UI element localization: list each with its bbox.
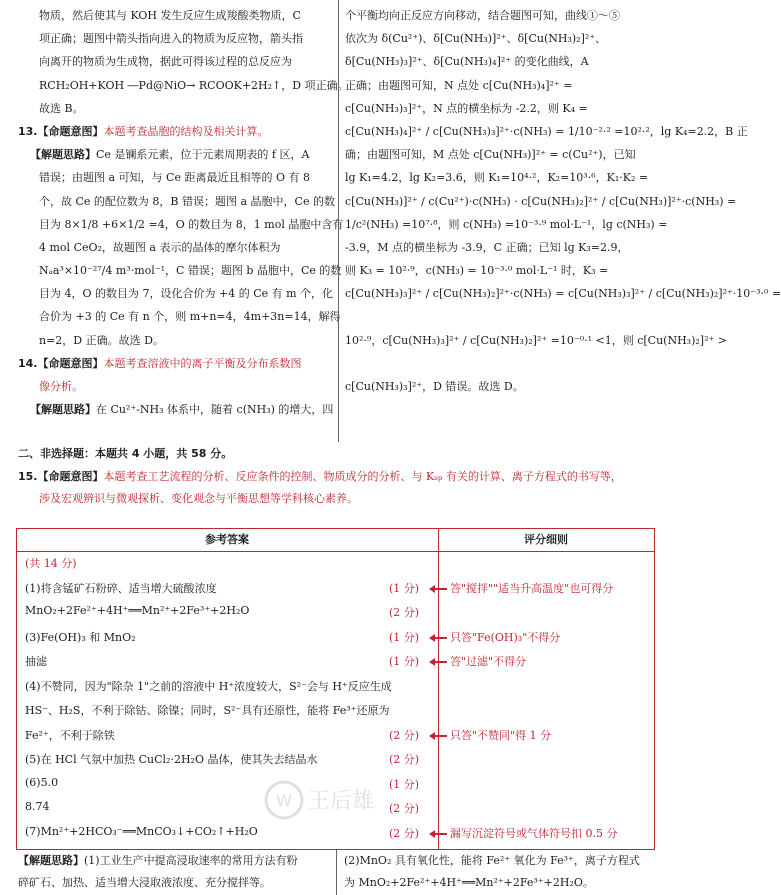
left-line: 合价为 +3 的 Ce 有 n 个，则 m+n=4，4m+3n=14，解得 — [39, 310, 341, 324]
footer-divider — [336, 850, 337, 895]
points-cell: (1 分) — [389, 655, 420, 668]
arrow-left-icon — [429, 830, 447, 838]
left-line: Nₐa³×10⁻²⁷/4 m³·mol⁻¹，C 错误；题图 b 晶胞中，Ce 的数 — [39, 264, 342, 278]
question-label: 14.【命题意图】 — [18, 356, 104, 370]
score-note: 漏写沉淀符号或气体符号扣 0.5 分 — [450, 826, 618, 840]
left-line: 故选 B。 — [39, 101, 84, 115]
question-15-intent — [18, 466, 668, 510]
left-line: 目为 8×1/8 +6×1/2 =4，O 的数目为 8，1 mol 晶胞中含有 — [39, 217, 344, 231]
question-15-label: 15.【命题意图】 — [18, 470, 104, 483]
solution-label: 【解题思路】 — [30, 403, 96, 417]
table-row: MnO₂+2Fe²⁺+4H⁺══Mn²⁺+2Fe³⁺+2H₂O — [25, 604, 250, 617]
score-rule — [429, 653, 526, 669]
score-note: 只答"Fe(OH)₃"不得分 — [450, 630, 561, 644]
score-column-header: 评分细则 — [524, 533, 568, 546]
left-line: 4 mol CeO₂，故题图 a 表示的晶体的摩尔体积为 — [39, 240, 281, 254]
right-line: 10²·⁹，c[Cu(NH₃)₃]²⁺ / c[Cu(NH₃)₂]²⁺ =10⁻⁰·¹ <1，则 c[Cu(NH₃)₂]²⁺ > — [345, 333, 728, 347]
score-note: 答"搅拌""适当升高温度"也可得分 — [450, 581, 614, 595]
points-cell: (1 分) — [389, 581, 420, 595]
table-row: (1)将含锰矿石粉碎、适当增大硫酸浓度 — [25, 581, 217, 595]
score-note: 答"过滤"不得分 — [450, 655, 527, 668]
right-line: 确；由题图可知，M 点处 c[Cu(NH₃)]²⁺ = c(Cu²⁺)，已知 — [345, 148, 636, 162]
right-line: 个平衡均向正反应方向移动，结合题图可知，曲线①～⑤ — [345, 9, 620, 22]
left-line: RCH₂OH+KOH ―Pd@NiO→ RCOOK+2H₂↑，D 项正确。 — [39, 78, 349, 92]
points-cell: (2 分) — [389, 753, 420, 766]
left-line — [18, 352, 332, 375]
right-line: -3.9，M 点的横坐标为 -3.9，C 正确；已知 lg K₃=2.9， — [345, 240, 629, 254]
column-rule — [438, 529, 439, 849]
table-row: (6)5.0 — [25, 775, 59, 789]
score-rule — [429, 727, 551, 743]
right-line: c[Cu(NH₃)₃]²⁺，D 错误。故选 D。 — [345, 380, 524, 393]
right-line: c[Cu(NH₃)₃]²⁺，N 点的横坐标为 -2.2，则 K₄ = — [345, 101, 588, 115]
intent-line-1: 本题考查工艺流程的分析、反应条件的控制、物质成分的分析、与 Kₛₚ 有关的计算、离子方程式的书写等， — [103, 470, 622, 483]
table-row: (5)在 HCl 气氛中加热 CuCl₂·2H₂O 晶体，使其失去结晶水 — [25, 753, 318, 766]
question-label: 13.【命题意图】 — [18, 124, 104, 138]
left-line: 像分析。 — [39, 380, 83, 393]
right-line — [345, 305, 665, 328]
points-cell: (1 分) — [389, 630, 420, 644]
right-line: 正确；由题图可知，N 点处 c[Cu(NH₃)₄]²⁺ = — [345, 78, 573, 92]
solution-label: 【解题思路】 — [30, 148, 96, 162]
left-line: 目为 4，O 的数目为 7，设化合价为 +4 的 Ce 有 m 个，化 — [39, 287, 334, 301]
score-rule — [429, 580, 613, 596]
left-column — [18, 4, 349, 421]
arrow-left-icon — [429, 634, 447, 642]
left-line: 个，故 Ce 的配位数为 8，B 错误；题图 a 晶胞中，Ce 的数 — [39, 194, 335, 208]
arrow-left-icon — [429, 732, 447, 740]
question-intent: 本题考查溶液中的离子平衡及分布系数图 — [103, 356, 302, 370]
right-line: c[Cu(NH₃)]²⁺ / c(Cu²⁺)·c(NH₃) · c[Cu(NH₃)₂]²⁺ / c[Cu(NH₃)]²⁺·c(NH₃) = — [345, 194, 737, 208]
watermark-logo — [262, 776, 412, 824]
points-cell: (2 分) — [389, 728, 420, 742]
left-line: 项正确；题图中箭头指向进入的物质为反应物，箭头指 — [39, 32, 303, 46]
solution-l2: 碎矿石、加热、适当增大浸取液浓度、充分搅拌等。 — [18, 876, 271, 889]
watermark-text: 王后雄 — [308, 789, 375, 814]
right-line: δ[Cu(NH₃)₃]²⁺、δ[Cu(NH₃)₄]²⁺ 的变化曲线，A — [345, 55, 589, 69]
right-line: lg K₁=4.2，lg K₂=3.6，则 K₁=10⁴·²，K₂=10³·⁶，K₁·K₂ = — [345, 171, 649, 185]
solution-r1: (2)MnO₂ 具有氧化性，能将 Fe²⁺ 氧化为 Fe³⁺，离子方程式 — [344, 854, 640, 867]
table-row: HS⁻、H₂S，不利于除钴、除镍；同时，S²⁻具有还原性，能将 Fe³⁺还原为 — [25, 704, 390, 717]
table-row: (4)不赞同，因为"除杂 1"之前的溶液中 H⁺浓度较大，S²⁻会与 H⁺反应生成 — [25, 679, 392, 693]
question-intent: 本题考查晶胞的结构及相关计算。 — [103, 124, 269, 138]
score-rule — [429, 825, 618, 841]
points-cell: (2 分) — [389, 606, 420, 619]
points-cell: (2 分) — [389, 802, 420, 815]
solution-right — [344, 850, 668, 894]
arrow-left-icon — [429, 658, 447, 666]
left-line: 【解题思路】在 Cu²⁺-NH₃ 体系中，随着 c(NH₃) 的增大，四 — [30, 403, 334, 417]
right-line: 1/c²(NH₃) =10⁷·⁸，则 c(NH₃) =10⁻³·⁹ mol·L⁻¹，lg c(NH₃) = — [345, 217, 668, 231]
svg-text:W: W — [276, 791, 292, 810]
table-row: 8.74 — [25, 800, 50, 813]
solution-r2: 为 MnO₂+2Fe²⁺+4H⁺══Mn²⁺+2Fe³⁺+2H₂O。 — [344, 876, 594, 889]
solution-label: 【解题思路】 — [18, 854, 84, 867]
left-line: 物质，然后使其与 KOH 发生反应生成羧酸类物质，C — [39, 9, 301, 22]
header-rule — [17, 551, 654, 552]
right-line: 依次为 δ(Cu²⁺)、δ[Cu(NH₃)]²⁺、δ[Cu(NH₃)₂]²⁺、 — [345, 32, 607, 46]
right-line: c[Cu(NH₃)₄]²⁺ / c[Cu(NH₃)₃]²⁺·c(NH₃) = 1/10⁻²·² =10²·²，lg K₄=2.2，B 正 — [345, 124, 748, 138]
table-row: (7)Mn²⁺+2HCO₃⁻══MnCO₃↓+CO₂↑+H₂O — [25, 824, 258, 838]
score-note: 只答"不赞同"得 1 分 — [450, 728, 552, 742]
left-line: 向离开的物质为生成物，据此可得该过程的总反应为 — [39, 55, 292, 69]
solution-l1: (1)工业生产中提高浸取速率的常用方法有粉 — [84, 854, 298, 867]
score-rule — [429, 629, 560, 645]
answer-column-header: 参考答案 — [205, 533, 249, 546]
left-line: n=2，D 正确。故选 D。 — [39, 333, 164, 347]
points-cell: (2 分) — [389, 826, 420, 840]
left-line: 【解题思路】Ce 是镧系元素，位于元素周期表的 f 区，A — [30, 148, 310, 162]
table-row: (3)Fe(OH)₃ 和 MnO₂ — [25, 630, 136, 644]
arrow-left-icon — [429, 585, 447, 593]
table-row: Fe²⁺，不利于除铁 — [25, 728, 115, 742]
left-line: 错误；由题图 a 可知，与 Ce 距离最近且相等的 O 有 8 — [39, 171, 310, 185]
column-divider — [338, 0, 339, 442]
right-line: c[Cu(NH₃)₃]²⁺ / c[Cu(NH₃)₂]²⁺·c(NH₃) = c[Cu(NH₃)₃]²⁺ / c[Cu(NH₃)₂]²⁺·10⁻³·⁰ = — [345, 287, 781, 301]
intent-line-2: 涉及宏观辨识与微观探析、变化观念与平衡思想等学科核心素养。 — [39, 492, 358, 505]
points-cell: (1 分) — [389, 777, 420, 791]
solution-left — [18, 850, 332, 894]
right-line — [345, 352, 665, 375]
right-line: 则 K₃ = 10²·⁹，c(NH₃) = 10⁻³·⁰ mol·L⁻¹ 时，K₃ = — [345, 264, 609, 278]
table-row: (共 14 分) — [25, 557, 77, 570]
table-row: 抽滤 — [25, 655, 47, 668]
right-column — [345, 4, 781, 398]
section-heading: 二、非选择题：本题共 4 小题，共 58 分。 — [18, 447, 233, 460]
left-line — [18, 120, 332, 143]
